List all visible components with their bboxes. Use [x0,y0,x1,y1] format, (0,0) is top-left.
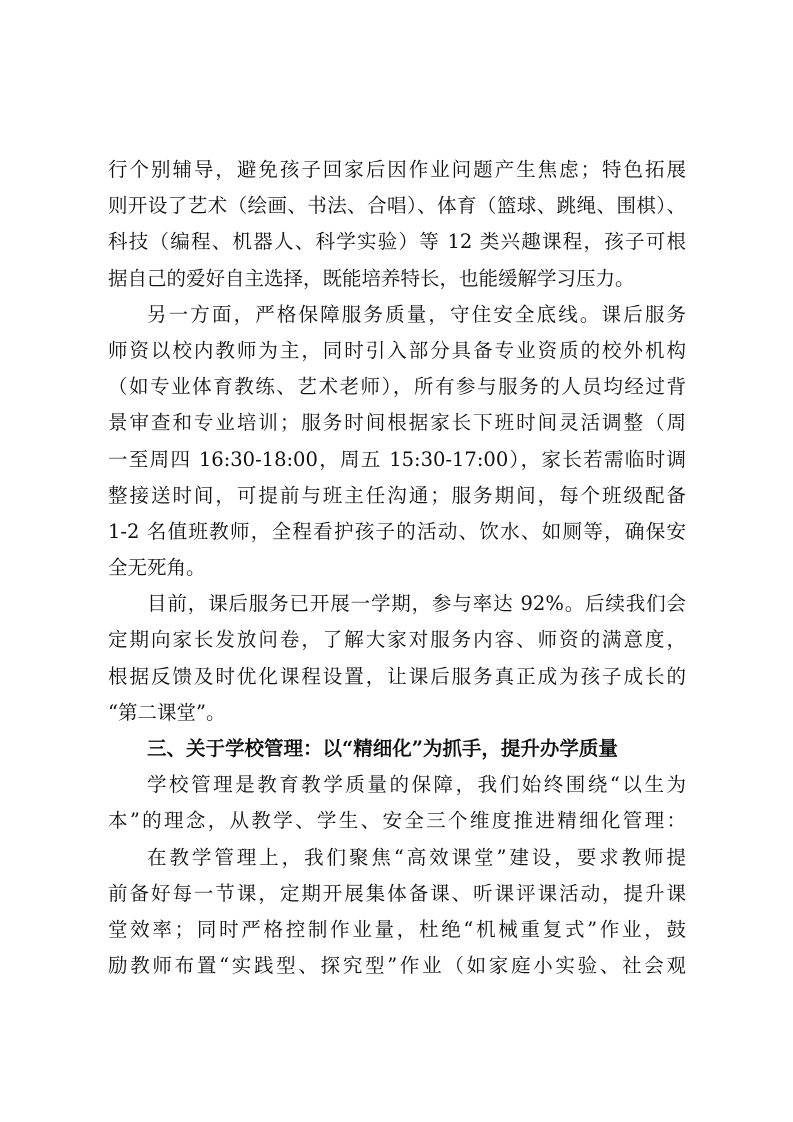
text-line: 行个别辅导，避免孩子回家后因作业问题产生焦虑；特色拓展 [108,158,686,181]
text-line: 科技（编程、机器人、科学实验）等 12 类兴趣课程，孩子可根 [108,230,686,254]
document-body [108,152,686,984]
text-line: 全无死角。 [108,556,206,580]
text-line: （如专业体育教练、艺术老师），所有参与服务的人员均经过背 [108,375,686,399]
text-line: 定期向家长发放问卷，了解大家对服务内容、师资的满意度， [108,628,686,652]
text-line: 一至周四 16:30-18:00，周五 15:30-17:00），家长若需临时调 [108,447,686,471]
text-line: 堂效率；同时严格控制作业量，杜绝“机械重复式”作业，鼓 [108,917,686,941]
text-line: 目前，课后服务已开展一学期，参与率达 92%。后续我们会 [147,592,686,616]
text-line: 据自己的爱好自主选择，既能培养特长，也能缓解学习压力。 [108,266,635,290]
text-line: 在教学管理上，我们聚焦“高效课堂”建设，要求教师提 [147,845,686,869]
text-line: 1-2 名值班教师，全程看护孩子的活动、饮水、如厕等，确保安 [108,519,686,543]
section-heading: 三、关于学校管理：以“精细化”为抓手，提升办学质量 [147,737,618,760]
text-line: 本”的理念，从教学、学生、安全三个维度推进精细化管理： [108,809,686,833]
text-line: 另一方面，严格保障服务质量，守住安全底线。课后服务 [147,302,686,326]
text-line: 励教师布置“实践型、探究型”作业（如家庭小实验、社会观 [108,954,686,978]
text-line: 景审查和专业培训；服务时间根据家长下班时间灵活调整（周 [108,411,686,435]
text-line: “第二课堂”。 [108,700,226,724]
text-line: 则开设了艺术（绘画、书法、合唱）、体育（篮球、跳绳、围棋）、 [108,194,686,218]
text-line: 师资以校内教师为主，同时引入部分具备专业资质的校外机构 [108,338,686,362]
text-line: 整接送时间，可提前与班主任沟通；服务期间，每个班级配备 [108,483,686,507]
text-line: 根据反馈及时优化课程设置，让课后服务真正成为孩子成长的 [108,664,686,688]
text-line: 前备好每一节课，定期开展集体备课、听课评课活动，提升课 [108,881,686,905]
text-line: 学校管理是教育教学质量的保障，我们始终围绕“以生为 [147,773,686,797]
